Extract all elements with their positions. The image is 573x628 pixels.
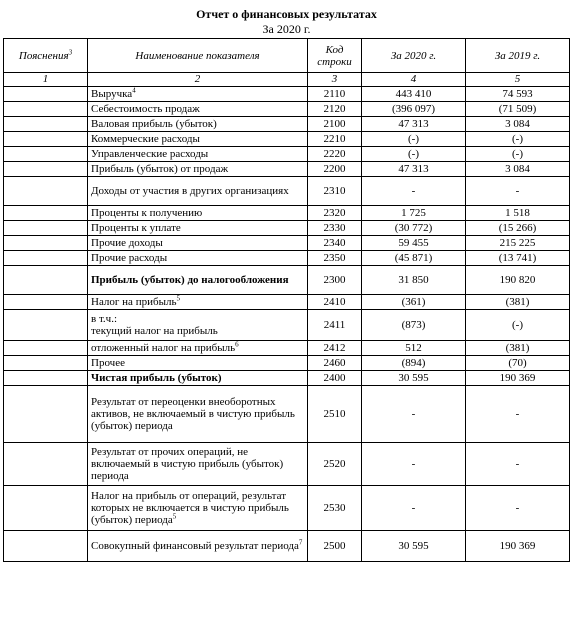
row-notes-cell: [4, 117, 88, 132]
row-notes-cell: [4, 221, 88, 236]
row-indicator-name: [88, 236, 308, 251]
row-code: 2412: [308, 341, 362, 356]
row-notes-cell: [4, 371, 88, 386]
row-value-2019: -: [466, 177, 570, 206]
table-row: [4, 371, 570, 386]
indicator-label: Результат от переоценки внеоборотных активов, не включаемый в чистую прибыль (убыток) периода: [91, 396, 295, 432]
row-value-2020: 47 313: [362, 117, 466, 132]
row-notes-cell: [4, 87, 88, 102]
table-row: [4, 341, 570, 356]
row-indicator-name: [88, 162, 308, 177]
row-notes-cell: [4, 295, 88, 310]
row-notes-cell: [4, 177, 88, 206]
row-indicator-name: [88, 117, 308, 132]
table-row: [4, 443, 570, 486]
indicator-label: Выручка: [91, 88, 133, 100]
row-value-2020: 59 455: [362, 236, 466, 251]
row-notes-cell: [4, 486, 88, 531]
indicator-label: Налог на прибыль от операций, результат которых не включается в чистую прибыль (убыток) периода: [91, 490, 289, 526]
table-row: [4, 486, 570, 531]
row-indicator-name: [88, 206, 308, 221]
table-row: [4, 236, 570, 251]
row-code: 2330: [308, 221, 362, 236]
row-code: 2200: [308, 162, 362, 177]
row-value-2020: -: [362, 177, 466, 206]
row-value-2020: 30 595: [362, 371, 466, 386]
row-value-2020: 47 313: [362, 162, 466, 177]
row-value-2020: 512: [362, 341, 466, 356]
row-value-2020: 30 595: [362, 531, 466, 562]
indicator-label: Себестоимость продаж: [91, 103, 200, 115]
row-code: 2500: [308, 531, 362, 562]
row-indicator-name: [88, 531, 308, 562]
row-notes-cell: [4, 206, 88, 221]
row-notes-cell: [4, 310, 88, 341]
indicator-label: Прочее: [91, 357, 125, 369]
row-indicator-name: [88, 266, 308, 295]
row-code: 2210: [308, 132, 362, 147]
row-value-2019: 190 369: [466, 371, 570, 386]
row-notes-cell: [4, 341, 88, 356]
row-value-2020: (45 871): [362, 251, 466, 266]
row-value-2019: (71 509): [466, 102, 570, 117]
table-row: [4, 87, 570, 102]
row-value-2020: (30 772): [362, 221, 466, 236]
row-notes-cell: [4, 147, 88, 162]
column-number: 5: [466, 73, 570, 87]
row-value-2019: 74 593: [466, 87, 570, 102]
indicator-label: Прибыль (убыток) до налогообложения: [91, 274, 289, 286]
row-value-2019: 1 518: [466, 206, 570, 221]
row-code: 2110: [308, 87, 362, 102]
footnote-mark: 6: [235, 340, 239, 349]
row-value-2019: (381): [466, 295, 570, 310]
row-value-2019: 190 369: [466, 531, 570, 562]
row-notes-cell: [4, 162, 88, 177]
column-number: 1: [4, 73, 88, 87]
row-value-2020: (-): [362, 132, 466, 147]
header-code: Код строки: [308, 39, 362, 73]
footnote-mark: 5: [172, 512, 177, 521]
row-value-2019: -: [466, 486, 570, 531]
table-row: [4, 386, 570, 443]
row-notes-cell: [4, 266, 88, 295]
header-2020: За 2020 г.: [362, 39, 466, 73]
indicator-label: Доходы от участия в других организациях: [91, 185, 289, 197]
row-value-2019: 3 084: [466, 162, 570, 177]
indicator-label: Совокупный финансовый результат периода: [91, 540, 299, 552]
footnote-mark: 4: [132, 86, 136, 95]
row-value-2019: 3 084: [466, 117, 570, 132]
row-code: 2100: [308, 117, 362, 132]
indicator-label: Прибыль (убыток) от продаж: [91, 163, 229, 175]
row-value-2020: -: [362, 386, 466, 443]
table-row: [4, 251, 570, 266]
row-indicator-name: [88, 371, 308, 386]
table-row: [4, 132, 570, 147]
row-notes-cell: [4, 386, 88, 443]
table-row: [4, 177, 570, 206]
indicator-label: в т.ч.:: [91, 313, 118, 325]
row-notes-cell: [4, 531, 88, 562]
row-notes-cell: [4, 132, 88, 147]
indicator-label: Прочие расходы: [91, 252, 168, 264]
table-row: [4, 162, 570, 177]
row-code: 2510: [308, 386, 362, 443]
row-notes-cell: [4, 443, 88, 486]
indicator-label: Налог на прибыль: [91, 296, 177, 308]
table-row: [4, 102, 570, 117]
row-value-2020: -: [362, 486, 466, 531]
row-notes-cell: [4, 102, 88, 117]
row-indicator-name: [88, 310, 308, 341]
table-row: [4, 147, 570, 162]
row-code: 2460: [308, 356, 362, 371]
indicator-label: отложенный налог на прибыль: [91, 342, 236, 354]
row-value-2020: 443 410: [362, 87, 466, 102]
row-indicator-name: [88, 177, 308, 206]
row-value-2019: 215 225: [466, 236, 570, 251]
table-header-row: [4, 39, 570, 73]
row-code: 2350: [308, 251, 362, 266]
row-value-2020: (894): [362, 356, 466, 371]
row-value-2019: (-): [466, 132, 570, 147]
indicator-label: Управленческие расходы: [91, 148, 209, 160]
table-row: [4, 206, 570, 221]
indicator-label: Проценты к получению: [91, 207, 203, 219]
row-code: 2310: [308, 177, 362, 206]
table-body: [4, 87, 570, 562]
indicator-label: Валовая прибыль (убыток): [91, 118, 217, 130]
row-indicator-name: [88, 147, 308, 162]
indicator-label: Прочие доходы: [91, 237, 163, 249]
row-code: 2411: [308, 310, 362, 341]
row-value-2019: (381): [466, 341, 570, 356]
indicator-label: Результат от прочих операций, не включаемый в чистую прибыль (убыток) периода: [91, 446, 284, 482]
column-numbers-row: [4, 73, 570, 87]
row-code: 2120: [308, 102, 362, 117]
row-value-2020: 31 850: [362, 266, 466, 295]
row-value-2019: -: [466, 443, 570, 486]
row-value-2020: (-): [362, 147, 466, 162]
row-notes-cell: [4, 251, 88, 266]
financial-results-table: [3, 38, 570, 562]
table-row: [4, 356, 570, 371]
header-2019: За 2019 г.: [466, 39, 570, 73]
footnote-mark: 5: [176, 294, 180, 303]
report-title: Отчет о финансовых результатах: [196, 7, 377, 21]
report-period: За 2020 г.: [262, 22, 311, 36]
row-value-2019: (-): [466, 310, 570, 341]
row-value-2020: (873): [362, 310, 466, 341]
header-notes: Пояснения$^3$: [4, 39, 88, 73]
row-value-2019: (-): [466, 147, 570, 162]
row-notes-cell: [4, 236, 88, 251]
row-value-2019: (13 741): [466, 251, 570, 266]
row-indicator-name: [88, 87, 308, 102]
row-value-2019: 190 820: [466, 266, 570, 295]
row-indicator-name: [88, 386, 308, 443]
row-code: 2530: [308, 486, 362, 531]
row-value-2020: -: [362, 443, 466, 486]
row-code: 2320: [308, 206, 362, 221]
row-indicator-name: [88, 443, 308, 486]
indicator-label: Проценты к уплате: [91, 222, 181, 234]
row-indicator-name: [88, 295, 308, 310]
row-code: 2220: [308, 147, 362, 162]
table-row: [4, 295, 570, 310]
row-code: 2400: [308, 371, 362, 386]
row-value-2019: (15 266): [466, 221, 570, 236]
row-value-2020: (361): [362, 295, 466, 310]
row-value-2020: 1 725: [362, 206, 466, 221]
row-indicator-name: [88, 486, 308, 531]
header-indicator: Наименование показателя: [88, 39, 308, 73]
table-row: [4, 531, 570, 562]
row-code: 2300: [308, 266, 362, 295]
indicator-label: Коммерческие расходы: [91, 133, 200, 145]
row-value-2019: (70): [466, 356, 570, 371]
row-code: 2520: [308, 443, 362, 486]
row-value-2019: -: [466, 386, 570, 443]
row-indicator-name: [88, 132, 308, 147]
row-indicator-name: [88, 341, 308, 356]
footnote-mark: 7: [298, 538, 303, 547]
indicator-label: Чистая прибыль (убыток): [91, 372, 222, 384]
row-value-2020: (396 097): [362, 102, 466, 117]
row-indicator-name: [88, 221, 308, 236]
row-indicator-name: [88, 356, 308, 371]
row-code: 2340: [308, 236, 362, 251]
table-row: [4, 117, 570, 132]
column-number: 4: [362, 73, 466, 87]
row-notes-cell: [4, 356, 88, 371]
column-number: 2: [88, 73, 308, 87]
row-code: 2410: [308, 295, 362, 310]
indicator-sublabel: текущий налог на прибыль: [91, 325, 218, 337]
table-row: [4, 221, 570, 236]
column-number: 3: [308, 73, 362, 87]
table-row: [4, 310, 570, 341]
row-indicator-name: [88, 102, 308, 117]
table-row: [4, 266, 570, 295]
row-indicator-name: [88, 251, 308, 266]
